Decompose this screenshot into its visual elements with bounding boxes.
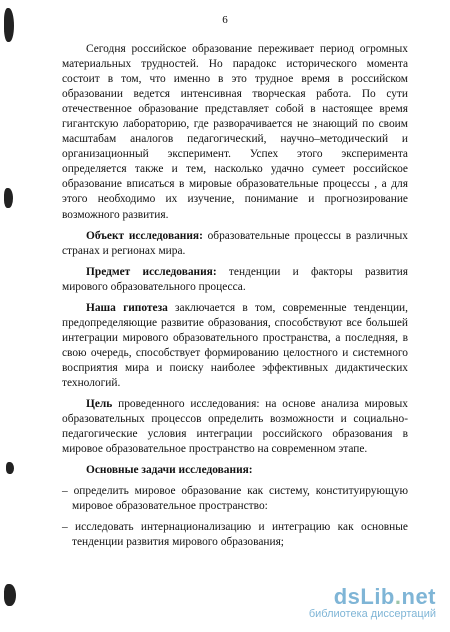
object-label: Объект исследования:: [86, 229, 203, 242]
intro-paragraph: Сегодня российское образование переживает период огромных материальных трудностей. Но парадокс исторического момента состоит в том, что именно в это трудное время в российском образовании ведется интенсивная творческая работа. По сути отечественное образование представляет собой в настоящее время гигантскую лабораторию, где разворачивается не знающий по своим масштабам аналогов педагогический, научно–методический и организационный эксперимент. Успех этого эксперимента определяется также и тем, насколько удачно сумеет российское образование вписаться в мировые образовательные процессы , а для этого необходимо их изучение, понимание и прогнозирование возможного развития.: [62, 43, 408, 221]
body-text: [62, 42, 408, 556]
object-text: образовательные процессы в различных странах и регионах мира.: [62, 229, 408, 257]
hypothesis-paragraph: [62, 301, 408, 391]
watermark: [309, 584, 436, 620]
page-number: 6: [222, 14, 228, 26]
subject-paragraph: [62, 265, 408, 295]
task-item: – исследовать интернационализацию и интеграцию как основные тенденции развития мирового образования;: [62, 521, 408, 549]
goal-label: Цель: [86, 398, 113, 411]
scan-blot-bottom: [4, 584, 16, 606]
object-paragraph: [62, 229, 408, 259]
subject-label: Предмет исследования:: [86, 265, 217, 278]
scan-blot-middle: [4, 188, 13, 208]
hypothesis-text: заключается в том, современные тенденции, предопределяющие развитие образования, способствуют все большей интеграции мирового образовательного пространства, а последняя, в свою очередь, способствует формированию целостного и системного восприятия мира и поиску наиболее эффективных дидактических технологий.: [62, 301, 408, 389]
scan-blot-lower: [6, 462, 14, 474]
goal-paragraph: [62, 397, 408, 457]
hypothesis-label: Наша гипотеза: [86, 301, 168, 314]
watermark-logo: dsLib.net: [333, 584, 436, 609]
task-item: – определить мировое образование как систему, конституирующую мировое образовательное пространство:: [62, 485, 408, 513]
goal-text: проведенного исследования: на основе анализа мировых образовательных процессов определить возможности и социально-педагогические условия интеграции российского образования в мировое образовательное пространство на современном этапе.: [62, 398, 408, 456]
watermark-subtitle: библиотека диссертаций: [308, 608, 436, 620]
subject-text: тенденции и факторы развития мирового образовательного процесса.: [62, 265, 408, 293]
tasks-heading: Основные задачи исследования:: [86, 464, 253, 477]
